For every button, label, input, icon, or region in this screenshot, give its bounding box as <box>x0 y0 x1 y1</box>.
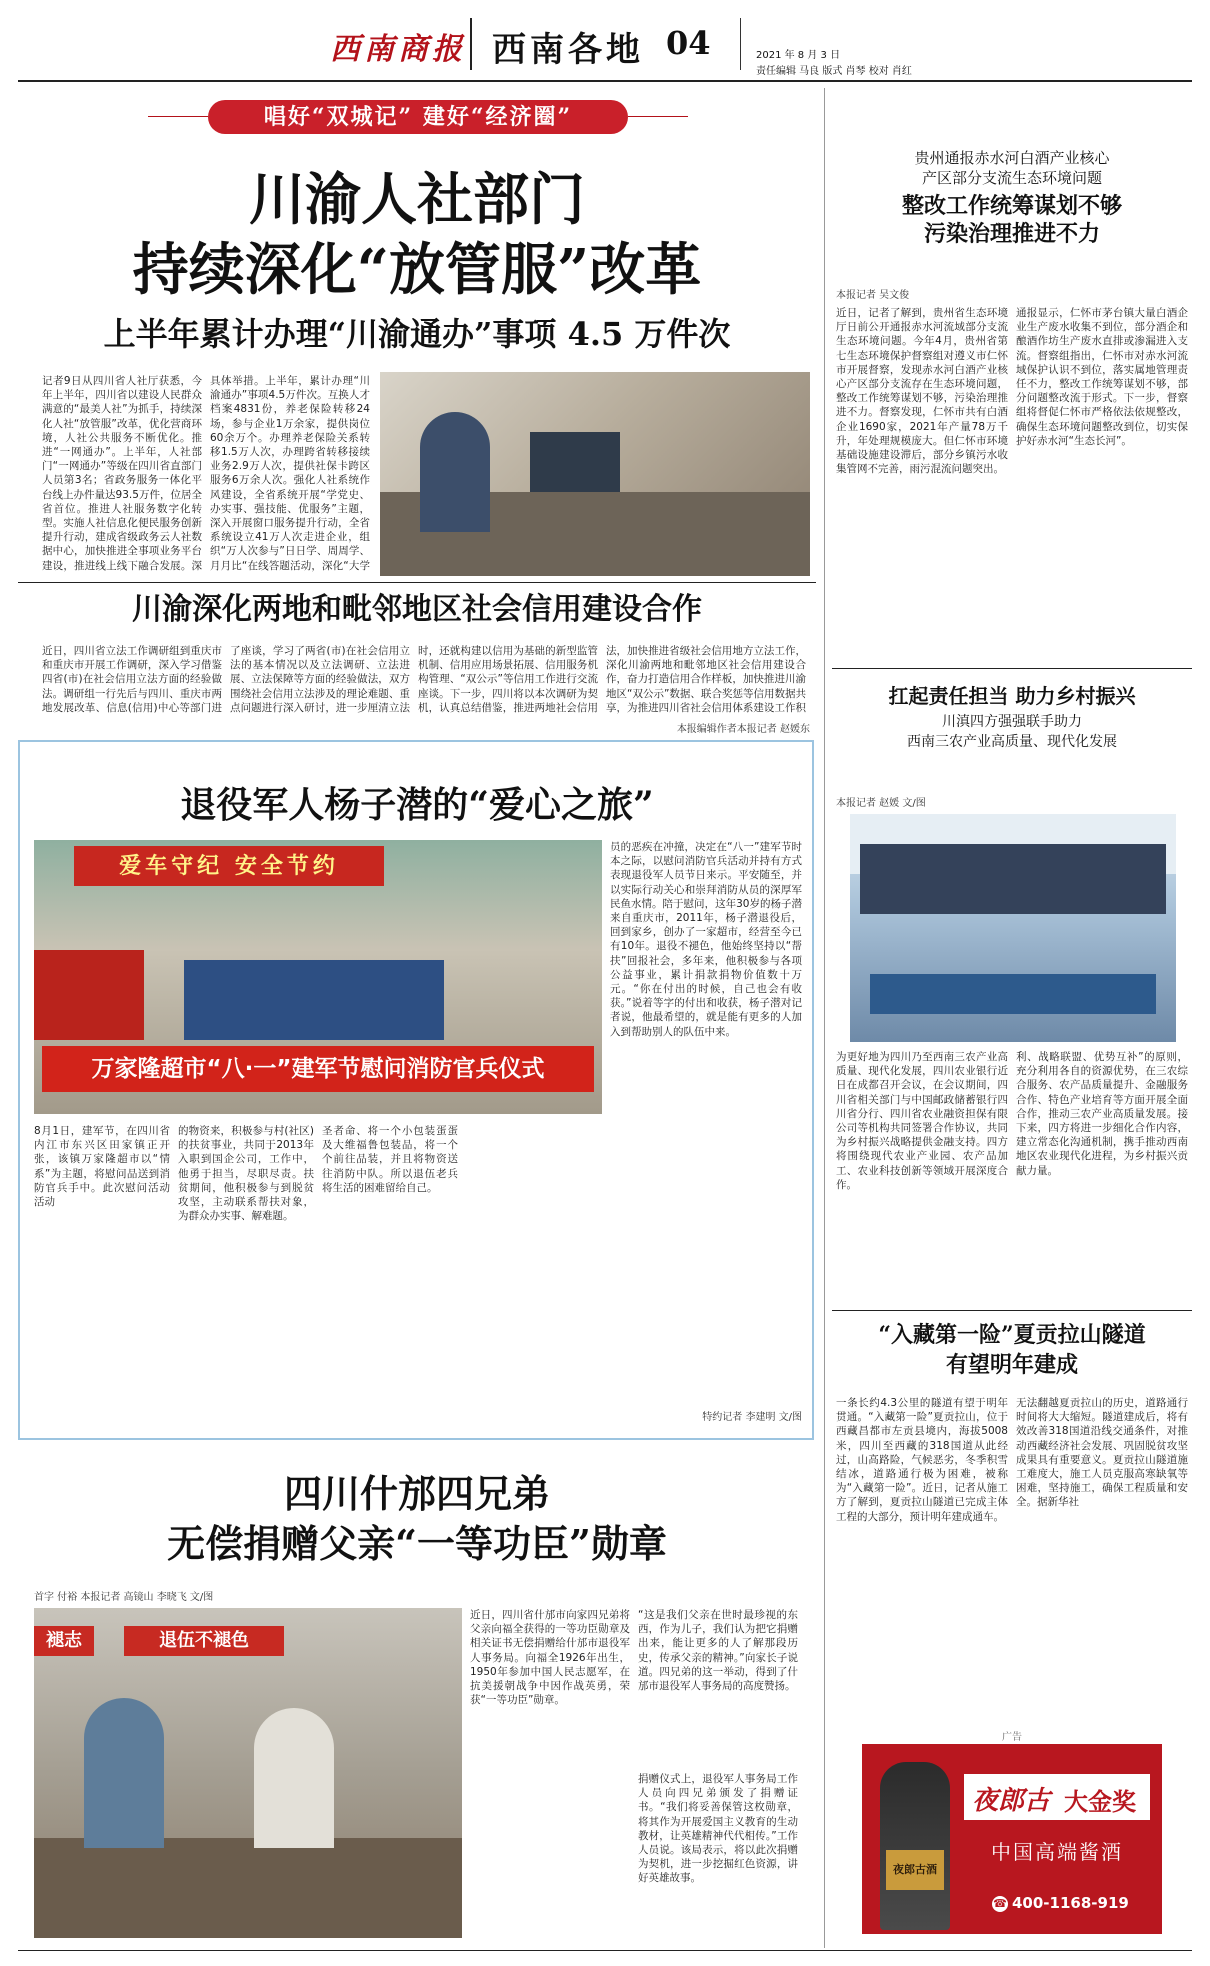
veteran-photo <box>34 840 602 1114</box>
ad-bottle <box>880 1762 950 1930</box>
medal-title-line2: 无偿捐赠父亲“一等功臣”勋章 <box>167 1521 667 1566</box>
photo-screen <box>530 432 620 492</box>
lead-column-1: 记者9日从四川省人社厅获悉，今年上半年，四川省以建设人民群众满意的“最美人社”为抓手，持续深化人社“放管服”改革，优化营商环境，人社公共服务不断优化。推进“一网通办”。上半年，人社部门“一网通办”等级在四川省直部门人员第3名；省政务服务一体化平台线上办件量达93.5万件，位居全省首位。推进人社服务数字化转型。实施人社信息化便民服务创新提升行动，建成省级政务云人社数据中心，加快推进全事项业务平台建设，推进线上线下融合发展。深 <box>42 375 202 572</box>
medal-title-line1: 四川什邡四兄弟 <box>283 1471 550 1516</box>
medal-col1: 近日，四川省什邡市向家四兄弟将父亲向福全获得的一等功臣勋章及相关证书无偿捐赠给什邡市退役军人事务局。向福全1926年出生，1950年参加中国人民志愿军，在抗美援朝战争中因作战英勇，荣获“一等功臣”勋章。 <box>470 1609 630 1707</box>
tibet-col2: 无法翻越夏贡拉山的历史，道路通行时间将大大缩短。隧道建成后，将有效改善318国道沿线交通条件，对推动西藏经济社会发展、巩固脱贫攻坚成果具有重要意义。夏贡拉山隧道施工难度大，施工人员克服高寒缺氧等困难，坚持施工，确保工程质量和安全。据新华社 <box>1016 1397 1188 1509</box>
photo-officers-group <box>184 960 444 1040</box>
ad-award-box <box>964 1774 1150 1820</box>
tibet-top-rule <box>832 1310 1192 1311</box>
ad-label: 广告 <box>1002 1732 1022 1743</box>
credit-story-col4: 法，加快推进省级社会信用地方立法工作，深化川渝两地和毗邻地区社会信用建设合作，奋力打造信用合作样板，加快推进川渝地区“双公示”数据、联合奖惩等信用数据共享，为推进四川省社会信用体系建设工作积 <box>606 645 806 714</box>
column-divider <box>824 88 825 1948</box>
support-byline: 本报记者 赵媛 文/图 <box>836 798 926 809</box>
ad-phone: 400-1168-919 <box>1012 1894 1129 1912</box>
credit-story-col3: 时，还就构建以信用为基础的新型监管机制、信用应用场景拓展、信用服务机构管理、“双公示”等信用工作进行交流座谈。下一步，四川将以本次调研为契机，认真总结借鉴，推进两地社会信用 <box>418 645 598 714</box>
veteran-col-bottom3: 圣者命、将一个小包装蛋蛋及大维福鲁包装品，将一个个前往品装，并且将物资送往消防中队。所以退伍老兵将生活的困难留给自己。 <box>322 1125 458 1194</box>
lead-column-2: 具体举措。上半年，累计办理“川渝通办”事项4.5万件次。互换人才档案4831份，养老保险转移24场，参与企业1万余家，提供岗位60余万个。办理养老保险关系转移1.5万人次，办理跨省转移接续业务2.9万人次，提供社保卡跨区服务6万余人次。强化人社系统作风建设，全省系统开展“学党史、办实事、强技能、优服务”主题，深入开展窗口服务提升行动，全省系统设立41万人次走进企业，组织“万人次参与”日日学、周周学、月月比“在线答题活动，深化“大学 <box>210 375 370 572</box>
support-sub2: 西南三农产业高质量、现代化发展 <box>907 734 1117 750</box>
credit-story-credit: 本报编辑作者本报记者 赵媛东 <box>676 724 810 735</box>
issue-date: 2021 年 8 月 3 日 <box>756 50 841 61</box>
bottom-rule <box>18 1950 1192 1951</box>
top-rule <box>18 80 1192 82</box>
veteran-col-right: 员的恶疾在冲撞，决定在“八一”建军节时本之际，以慰问消防官兵活动并持有方式表现退役军人员节日来示。平安随至，并以实际行动关心和崇拜消防从员的深厚军民鱼水情。陪于慰问，这年30岁的杨子潜来自重庆市，2011年，杨子潜退役后，回到家乡，创办了一家超市，经营至今已有10年。退役不褪色，他始终坚持以“帮扶”回报社会，多年来，他积极参与各项公益事业，累计捐款捐物价值数十万元。“你在付出的时候，自己也会有收获。”说着等字的付出和收获，杨子潜对记者说，他最希望的，就是能有更多的人加入到帮助别人的队伍中来。 <box>610 841 802 1038</box>
medal-col3: 捐赠仪式上，退役军人事务局工作人员向四兄弟颁发了捐赠证书。“我们将妥善保管这枚勋章，将其作为开展爱国主义教育的生动教材，让英雄精神代代相传。”工作人员说。该局表示，将以此次捐赠为契机，进一步挖掘红色资源，讲好英雄故事。 <box>638 1773 798 1885</box>
newspaper-logo: 西南商报 <box>330 32 466 67</box>
photo-signing-table <box>870 974 1156 1014</box>
medal-photo <box>34 1608 462 1938</box>
support-col2: 利、战略联盟、优势互补”的原则，充分利用各自的资源优势，在三农综合服务、农产品质量提升、金融服务合作、特色产业培育等方面开展全面合作，推动三农产业高质量发展。接下来，四方将进一步细化合作内容，建立常态化沟通机制，携手推动西南地区农业现代化进程，为乡村振兴贡献力量。 <box>1016 1051 1188 1177</box>
credit-story-col1: 近日，四川省立法工作调研组到重庆市和重庆市开展工作调研，深入学习借鉴四省(市)在社会信用立法方面的经验做法。调研组一行先后与四川、重庆市两地发展改革、信息(信用)中心等部门进 <box>42 645 222 714</box>
credit-story-top-rule <box>18 582 816 583</box>
support-photo-signing <box>850 814 1176 1042</box>
medal-byline: 首字 付裕 本报记者 高镜山 李晓飞 文/图 <box>34 1592 214 1603</box>
guizhou-title-line2: 污染治理推进不力 <box>923 221 1100 247</box>
medal-col2: “这是我们父亲在世时最珍视的东西，作为儿子，我们认为把它捐赠出来，能让更多的人了解那段历史，传承父亲的精神。”向家长子说道。四兄弟的这一举动，得到了什邡市退役军人事务局的高度赞扬。 <box>638 1609 798 1693</box>
tibet-col1: 一条长约4.3公里的隧道有望于明年贯通。“入藏第一险”夏贡拉山，位于西藏昌都市左贡县境内，海拔5008米，四川至西藏的318国道从此经过，山高路险，气候恶劣，冬季积雪结冰，道路通行极为困难，被称为“入藏第一险”。近日，记者从施工方了解到，夏贡拉山隧道已完成主体工程的大部分，预计明年建成通车。 <box>836 1397 1008 1523</box>
lead-subtitle: 上半年累计办理“川渝通办”事项 4.5 万件次 <box>103 315 731 353</box>
guizhou-col1: 近日，记者了解到，贵州省生态环境厅日前公开通报赤水河流域部分支流生态环境问题。今年4月，贵州省第七生态环境保护督察组对遵义市仁怀市开展督察，发现赤水河白酒产业核心产区部分支流存在生态环境问题，整改工作统筹谋划不够，污染治理推进不力。督察发现，仁怀市共有白酒企业1690家，2021年产量78万千升，年处理规模庞大。但仁怀市环境基础设施建设滞后，部分乡镇污水收集管网不完善，雨污混流问题突出。 <box>836 307 1008 476</box>
left-column <box>18 88 816 1946</box>
masthead <box>0 0 1210 80</box>
ad-phone-icon: ☎ <box>993 1897 1007 1910</box>
support-title: 扛起责任担当 助力乡村振兴 <box>888 684 1136 708</box>
guizhou-kicker-line1: 贵州通报赤水河白酒产业核心 <box>914 149 1110 167</box>
liquor-ad[interactable] <box>862 1744 1162 1934</box>
section-banner: 唱好“双城记” 建好“经济圈” <box>208 100 628 134</box>
support-sub1: 川滇四方强强联手助力 <box>942 714 1082 730</box>
guizhou-col2: 通报显示，仁怀市茅台镇大量白酒企业生产废水收集不到位，部分酒企和酿酒作坊生产废水直排或渗漏进入支流。督察组指出，仁怀市对赤水河流域保护认识不到位，落实属地管理责任不力，整改工作统筹谋划不够，部分问题整改流于形式。下一步，督察组将督促仁怀市严格依法依规整改，确保生态环境问题整改到位，切实保护好赤水河“生态长河”。 <box>1016 307 1188 447</box>
banner-line-right <box>628 116 688 117</box>
right-column <box>832 88 1192 1946</box>
photo-fire-truck <box>34 950 144 1040</box>
section-name: 西南各地 <box>492 30 644 70</box>
support-col1: 为更好地为四川乃至西南三农产业高质量、现代化发展，四川农业银行近日在成都召开会议，在会议期间，四川省相关部门与中国邮政储蓄银行四川省分行、四川省农业融资担保有限公司等机构共同签署合作协议，共同为乡村振兴战略提供金融支持。四方将围绕现代农业产业园、农产品加工、农业科技创新等领域开展深度合作。 <box>836 1051 1008 1191</box>
guizhou-title-line1: 整改工作统筹谋划不够 <box>901 193 1122 219</box>
guizhou-byline: 本报记者 吴文俊 <box>836 290 910 301</box>
tibet-title-line2: 有望明年建成 <box>945 1352 1078 1378</box>
photo-table <box>34 1838 462 1938</box>
support-top-rule <box>832 668 1192 669</box>
ad-tagline: 中国高端酱酒 <box>991 1840 1123 1864</box>
editor-credits: 责任编辑 马良 版式 肖琴 校对 肖红 <box>756 66 912 77</box>
tibet-title-line1: “入藏第一险”夏贡拉山隧道 <box>878 1322 1146 1348</box>
photo-person-left <box>84 1698 164 1848</box>
ad-brand: 夜郎古 <box>972 1786 1051 1816</box>
page-number: 04 <box>666 24 711 62</box>
ad-bottle-label: 夜郎古酒 <box>886 1850 944 1890</box>
veteran-credit: 特约记者 李建明 文/图 <box>702 1412 802 1423</box>
veteran-col-bottom2: 的物资来，积极参与村(社区)的扶贫事业，共同于2013年入职到国企公司，工作中，他勇于担当，尽职尽责。扶贫期间，他积极参与到脱贫攻坚，主动联系帮扶对象，为群众办实事、解难题。 <box>178 1125 314 1223</box>
photo-red-board: 爱车守纪 安全节约 <box>74 846 384 886</box>
banner-line-left <box>148 116 208 117</box>
masthead-divider-right <box>740 18 741 70</box>
guizhou-kicker-line2: 产区部分支流生态环境问题 <box>921 169 1102 187</box>
credit-story-title: 川渝深化两地和毗邻地区社会信用建设合作 <box>132 592 702 627</box>
masthead-divider <box>470 18 472 70</box>
veteran-col-bottom4-spacer <box>466 1124 602 1394</box>
photo-wall-sign-left: 褪志 <box>34 1626 94 1656</box>
photo-person-right <box>254 1708 334 1848</box>
credit-story-col2: 了座谈，学习了两省(市)在社会信用立法的基本情况以及立法调研、立法进展、立法保障等方面的经验做法，双方围绕社会信用立法涉及的理论难题、重点问题进行深入研讨，进一步厘清立法 <box>230 645 410 714</box>
photo-person <box>420 412 490 532</box>
photo-celebration-banner: 万家隆超市“八·一”建军节慰问消防官兵仪式 <box>42 1046 594 1092</box>
lead-title-line2: 持续深化“放管服”改革 <box>132 237 702 303</box>
lead-photo-service-hall <box>380 372 810 576</box>
photo-wall-sign-right: 退伍不褪色 <box>124 1626 284 1656</box>
veteran-col-bottom1: 8月1日，建军节，在四川省内江市东兴区田家镇正开张，该镇万家隆超市以“情系”为主题，将慰问品送到消防官兵手中。此次慰问活动活动 <box>34 1125 170 1209</box>
photo-group-standing <box>860 844 1166 914</box>
ad-award: 大金奖 <box>1064 1787 1136 1816</box>
lead-title-line1: 川渝人社部门 <box>249 167 585 233</box>
veteran-title: 退役军人杨子潜的“爱心之旅” <box>180 784 654 826</box>
